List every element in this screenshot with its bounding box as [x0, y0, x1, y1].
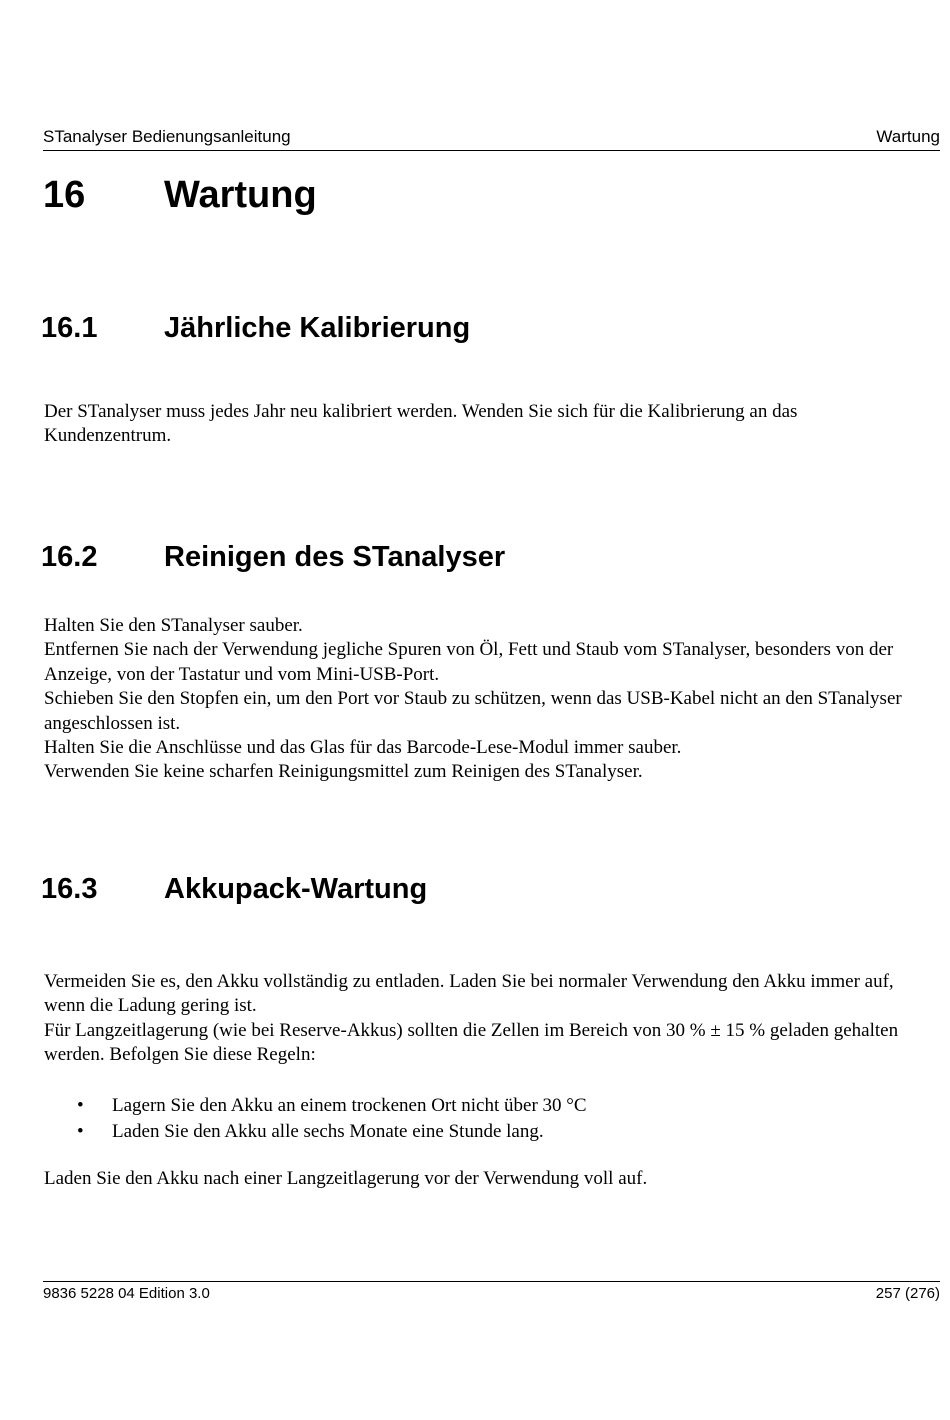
list-item	[44, 1119, 904, 1145]
paragraph: Verwenden Sie keine scharfen Reinigungsmittel zum Reinigen des STanalyser.	[44, 761, 643, 783]
list-item-text: Laden Sie den Akku alle sechs Monate eine Stunde lang.	[112, 1121, 544, 1142]
section-title: Jährliche Kalibrierung	[164, 312, 471, 344]
paragraph: Schieben Sie den Stopfen ein, um den Port vor Staub zu schützen, wenn das USB-Kabel nicht an den STanalyser angeschlossen ist.	[44, 688, 902, 734]
page-header	[43, 126, 940, 151]
paragraph: Für Langzeitlagerung (wie bei Reserve-Akkus) sollten die Zellen im Bereich von 30 % ± 15 % geladen gehalten werden. Befolgen Sie diese Regeln:	[44, 1019, 899, 1066]
section-16-3-body	[44, 970, 914, 1068]
paragraph: Entfernen Sie nach der Verwendung jegliche Spuren von Öl, Fett und Staub vom STanalyser, besonders von der Anzeige, von der Tastatur und vom Mini-USB-Port.	[44, 639, 894, 685]
paragraph: Laden Sie den Akku nach einer Langzeitlagerung vor der Verwendung voll auf.	[44, 1168, 648, 1189]
header-chapter-name: Wartung	[876, 127, 940, 146]
paragraph: Halten Sie die Anschlüsse und das Glas für das Barcode-Lese-Modul immer sauber.	[44, 737, 682, 759]
chapter-number: 16	[43, 174, 86, 216]
chapter-title: Wartung	[164, 174, 317, 216]
footer-document-number: 9836 5228 04 Edition 3.0	[43, 1285, 210, 1302]
section-number: 16.2	[41, 541, 98, 573]
bullet-icon: •	[77, 1095, 84, 1116]
section-number: 16.3	[41, 873, 98, 905]
paragraph: Vermeiden Sie es, den Akku vollständig zu entladen. Laden Sie bei normaler Verwendung den Akku immer auf, wenn die Ladung gering ist.	[44, 971, 894, 1017]
bullet-list	[44, 1093, 904, 1145]
paragraph: Der STanalyser muss jedes Jahr neu kalibriert werden. Wenden Sie sich für die Kalibrierung an das Kundenzentrum.	[44, 401, 798, 447]
footer-page-number: 257 (276)	[875, 1285, 940, 1302]
paragraph: Halten Sie den STanalyser sauber.	[44, 615, 303, 636]
section-number: 16.1	[41, 312, 98, 344]
section-16-2-body	[44, 614, 924, 785]
list-item	[44, 1093, 904, 1119]
section-title: Akkupack-Wartung	[164, 873, 428, 905]
section-16-3-closing	[44, 1167, 924, 1191]
bullet-icon: •	[77, 1121, 84, 1142]
page-footer	[43, 1281, 940, 1302]
header-document-title: STanalyser Bedienungsanleitung	[43, 127, 291, 146]
list-item-text: Lagern Sie den Akku an einem trockenen Ort nicht über 30 °C	[112, 1095, 587, 1116]
section-16-1-body	[44, 400, 904, 449]
section-title: Reinigen des STanalyser	[164, 541, 506, 573]
